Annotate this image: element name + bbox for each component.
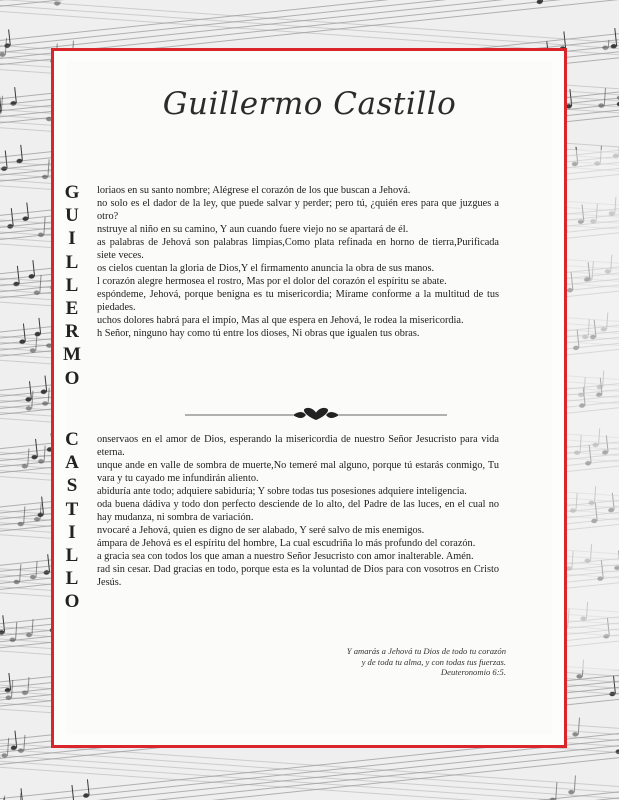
- quote-line: Y amarás a Jehová tu Dios de todo tu corazón: [346, 646, 506, 656]
- verse: oda buena dádiva y todo don perfecto desciende de lo alto, del Padre de las luces, en el cual no hay mudanza, ni sombra de variación.: [97, 499, 499, 523]
- verse: uchos dolores habrá para el impío, Mas al que espera en Jehová, le rodea la misericordia.: [97, 315, 464, 326]
- acrostic-letter: E: [65, 297, 79, 319]
- verse: a gracia sea con todos los que aman a nuestro Señor Jesucristo con amor inalterable. Amén.: [97, 551, 474, 562]
- verse: l corazón alegre hermosea el rostro, Mas por el dolor del corazón el espíritu se abate.: [97, 276, 447, 287]
- verse: h Señor, ninguno hay como tú entre los dioses, Ni obras que igualen tus obras.: [97, 328, 420, 339]
- verse: abiduría ante todo; adquiere sabiduría; Y sobre todas tus posesiones adquiere inteligencia.: [97, 486, 467, 497]
- acrostic-letter: L: [65, 274, 79, 296]
- ornament-divider: [185, 406, 447, 424]
- verses-first-name: [97, 184, 499, 340]
- verse: espóndeme, Jehová, porque benigna es tu misericordia; Mírame conforme a la multitud de tus piedades.: [97, 289, 499, 313]
- acrostic-letter: O: [64, 367, 80, 389]
- acrostic-letter: L: [65, 544, 79, 566]
- acrostic-letter: I: [68, 228, 76, 250]
- verse: as palabras de Jehová son palabras limpias,Como plata refinada en horno de tierra,Purificada siete veces.: [97, 237, 499, 261]
- verse: ámpara de Jehová es el espíritu del hombre, La cual escudriña lo más profundo del corazón.: [97, 538, 476, 549]
- acrostic-letter: U: [65, 205, 79, 227]
- page-title: Guillermo Castillo: [162, 86, 457, 122]
- acrostic-letter: T: [65, 498, 79, 520]
- verses-last-name: [97, 433, 499, 589]
- acrostic-letter: L: [65, 251, 79, 273]
- acrostic-letter: C: [65, 429, 79, 450]
- verse: no solo es el dador de la ley, que puede salvar y perder; pero tú, ¿quién eres para que juzgues a otro?: [97, 198, 499, 222]
- acrostic-letter: R: [65, 321, 79, 343]
- acrostic-letter: L: [65, 568, 79, 590]
- verse: unque ande en valle de sombra de muerte,No temeré mal alguno, porque tú estarás conmigo, Tu vara y tu cayado me infundirán aliento.: [97, 460, 499, 484]
- verse: onservaos en el amor de Dios, esperando la misericordia de nuestro Señor Jesucristo para vida eterna.: [97, 434, 499, 458]
- acrostic-letter: I: [68, 521, 76, 543]
- verse: os cielos cuentan la gloria de Dios,Y el firmamento anuncia la obra de sus manos.: [97, 263, 435, 274]
- quote-reference: Deuteronomio 6:5.: [440, 667, 506, 678]
- acrostic-last-name: [63, 428, 81, 614]
- closing-quote: [246, 646, 506, 678]
- verse: loriaos en su santo nombre; Alégrese el corazón de los que buscan a Jehová.: [97, 185, 411, 196]
- verse: rad sin cesar. Dad gracias en todo, porque esta es la voluntad de Dios para con vosotros en Cristo Jesús.: [97, 564, 499, 588]
- acrostic-letter: O: [64, 591, 80, 613]
- acrostic-letter: A: [65, 452, 79, 474]
- acrostic-letter: M: [63, 344, 81, 366]
- paper-panel: [66, 61, 552, 735]
- certificate-frame: [51, 48, 567, 748]
- acrostic-letter: S: [66, 475, 78, 497]
- verse: nvocaré a Jehová, quien es digno de ser alabado, Y seré salvo de mis enemigos.: [97, 525, 425, 536]
- quote-line: y de toda tu alma, y con todas tus fuerzas.: [361, 656, 506, 667]
- acrostic-letter: G: [64, 182, 80, 203]
- verse: nstruye al niño en su camino, Y aun cuando fuere viejo no se apartará de él.: [97, 224, 409, 235]
- acrostic-first-name: [63, 181, 81, 390]
